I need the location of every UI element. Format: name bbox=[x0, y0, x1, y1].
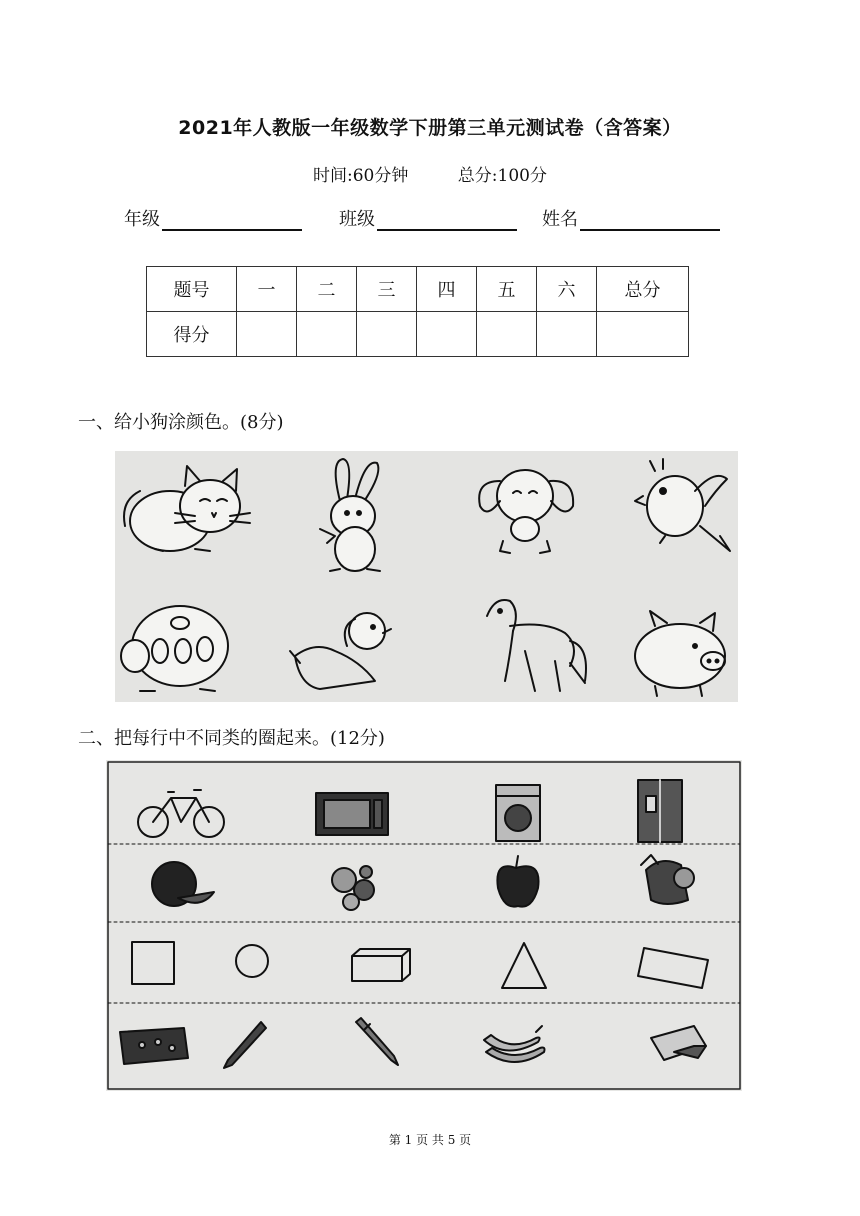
header-cell: 题号 bbox=[147, 267, 237, 312]
row-label: 得分 bbox=[147, 312, 237, 357]
bicycle-icon[interactable] bbox=[138, 790, 224, 837]
rabbit-icon[interactable] bbox=[320, 459, 380, 571]
score-cell[interactable] bbox=[477, 312, 537, 357]
vegetables-icon[interactable] bbox=[641, 855, 694, 904]
score-cell[interactable] bbox=[597, 312, 689, 357]
eraser-icon[interactable] bbox=[651, 1026, 706, 1060]
pencil-case-icon[interactable] bbox=[120, 1028, 188, 1064]
circle-icon[interactable] bbox=[236, 945, 268, 977]
pig-icon[interactable] bbox=[635, 611, 725, 696]
dog-face-icon[interactable] bbox=[479, 470, 573, 553]
header-cell: 六 bbox=[537, 267, 597, 312]
microwave-icon[interactable] bbox=[316, 793, 388, 835]
cuboid-icon[interactable] bbox=[352, 949, 410, 981]
exam-meta bbox=[0, 161, 860, 186]
pencil-icon[interactable] bbox=[224, 1022, 266, 1068]
score-cell[interactable] bbox=[297, 312, 357, 357]
washing-machine-icon[interactable] bbox=[496, 785, 540, 841]
score-cell[interactable] bbox=[537, 312, 597, 357]
score-cell[interactable] bbox=[237, 312, 297, 357]
refrigerator-icon[interactable] bbox=[638, 780, 682, 842]
name-field[interactable]: 姓名 bbox=[542, 205, 720, 231]
header-cell: 三 bbox=[357, 267, 417, 312]
horse-icon[interactable] bbox=[487, 600, 586, 691]
turtle-icon[interactable] bbox=[121, 606, 228, 691]
cat-icon[interactable] bbox=[124, 466, 250, 551]
score-table bbox=[146, 266, 689, 357]
bird-icon[interactable] bbox=[635, 459, 730, 551]
odd-one-out-picture bbox=[106, 760, 742, 1091]
score-table-header bbox=[147, 267, 689, 312]
score-cell[interactable] bbox=[417, 312, 477, 357]
mixed-fruit-icon[interactable] bbox=[332, 866, 374, 910]
fountain-pen-icon[interactable] bbox=[356, 1018, 398, 1065]
header-cell: 五 bbox=[477, 267, 537, 312]
rectangle-icon[interactable] bbox=[638, 948, 708, 988]
banana-icon[interactable] bbox=[484, 1026, 545, 1062]
square-icon[interactable] bbox=[132, 942, 174, 984]
animals-picture bbox=[115, 451, 738, 702]
score-table-row bbox=[147, 312, 689, 357]
header-cell: 总分 bbox=[597, 267, 689, 312]
time-limit: 时间:60分钟 bbox=[313, 166, 409, 186]
total-score: 总分:100分 bbox=[457, 166, 547, 186]
grade-field[interactable]: 年级 bbox=[124, 205, 302, 231]
score-cell[interactable] bbox=[357, 312, 417, 357]
page-title: 2021年人教版一年级数学下册第三单元测试卷（含答案） bbox=[178, 117, 682, 139]
header-cell: 二 bbox=[297, 267, 357, 312]
header-cell: 一 bbox=[237, 267, 297, 312]
triangle-icon[interactable] bbox=[502, 943, 546, 988]
page-footer: 第 1 页 共 5 页 bbox=[388, 1133, 472, 1147]
section1-title: 一、给小狗涂颜色。(8分) bbox=[78, 412, 284, 433]
dog-lying-icon[interactable] bbox=[290, 613, 391, 689]
class-field[interactable]: 班级 bbox=[339, 205, 517, 231]
section2-title: 二、把每行中不同类的圈起来。(12分) bbox=[78, 728, 385, 749]
apple-icon[interactable] bbox=[497, 856, 538, 907]
watermelon-icon[interactable] bbox=[152, 862, 214, 906]
header-cell: 四 bbox=[417, 267, 477, 312]
